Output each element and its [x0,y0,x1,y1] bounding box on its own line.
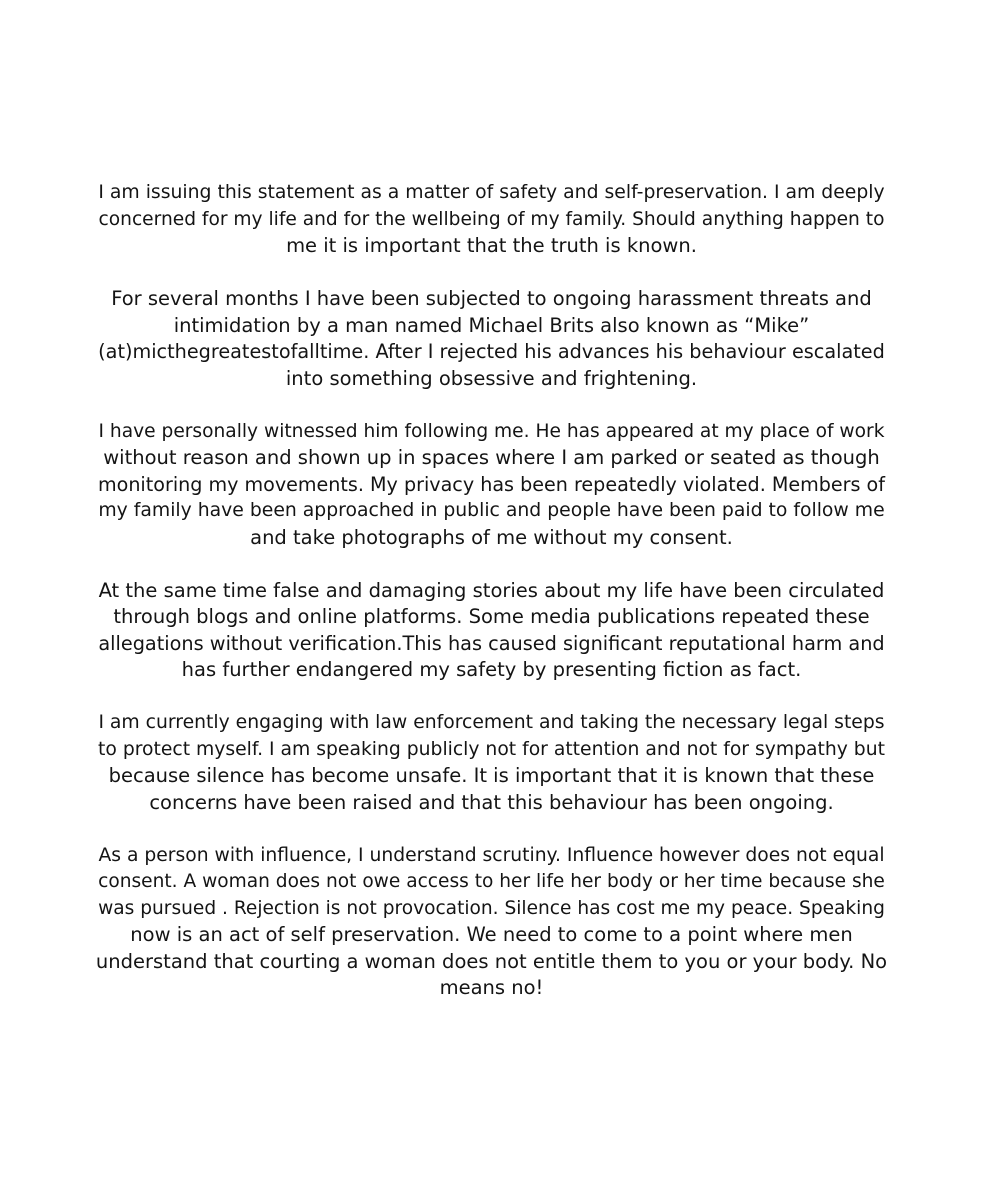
text-line: was pursued . Rejection is not provocation. Silence has cost me my peace. Speaking [98,897,885,919]
paragraph-law-enforcement [94,710,889,816]
text-line: means no! [439,976,544,999]
text-line: has further endangered my safety by presenting fiction as fact. [181,658,802,681]
text-line: concerns have been raised and that this behaviour has been ongoing. [149,790,834,814]
text-line: intimidation by a man named Michael Brits also known as “Mike” [173,313,810,337]
paragraph-safety [94,180,889,260]
text-line: I have personally witnessed him following me. He has appeared at my place of work [98,420,885,442]
paragraph-false-stories [94,578,889,684]
text-line: concerned for my life and for the wellbeing of my family. Should anything happen to [98,208,885,230]
text-line: into something obsessive and frightening. [285,366,698,390]
text-line: I am currently engaging with law enforcement and taking the necessary legal steps [98,712,885,733]
text-line: At the same time false and damaging stories about my life have been circulated [98,578,885,602]
text-line: As a person with influence, I understand scrutiny. Influence however does not equal [98,844,885,866]
text-line: For several months I have been subjected to ongoing harassment threats and [111,287,872,310]
text-line: without reason and shown up in spaces where I am parked or seated as though [103,446,880,469]
paragraph-consent [94,843,889,1002]
statement-body [94,180,889,1002]
text-line: consent. A woman does not owe access to her life her body or her time because she [98,871,885,892]
text-line: because silence has become unsafe. It is important that it is known that these [108,764,875,787]
text-line: now is an act of self preservation. We need to come to a point where men [130,923,853,946]
text-line: through blogs and online platforms. Some media publications repeated these [113,605,870,628]
paragraph-following [94,419,889,552]
text-line: me it is important that the truth is known. [286,234,697,257]
text-line: allegations without verification.This has caused significant reputational harm and [98,631,885,655]
text-line: my family have been approached in public and people have been paid to follow me [98,500,885,521]
text-line: understand that courting a woman does not entitle them to you or your body. No [95,949,888,973]
text-line: to protect myself. I am speaking publicly not for attention and not for sympathy but [98,738,885,760]
text-line: monitoring my movements. My privacy has been repeatedly violated. Members of [97,472,885,496]
text-line: and take photographs of me without my consent. [250,525,733,549]
paragraph-harassment [94,286,889,392]
text-line: I am issuing this statement as a matter of safety and self-preservation. I am deeply [98,182,885,203]
text-line: (at)micthegreatestofalltime. After I rejected his advances his behaviour escalated [98,340,885,363]
